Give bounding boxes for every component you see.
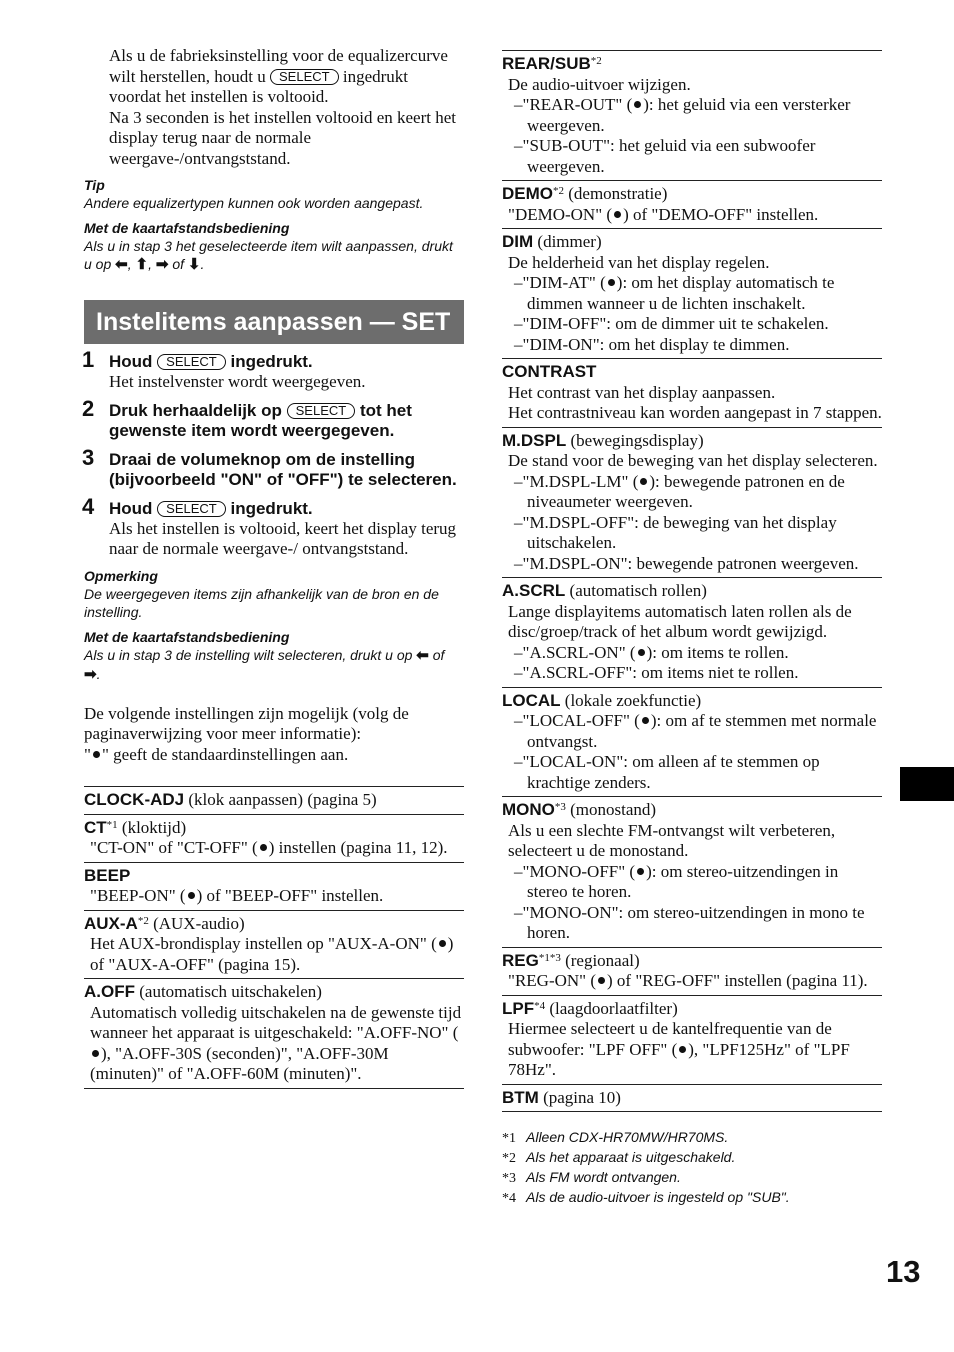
chapter-tab-marker — [900, 767, 954, 801]
arrow-left-icon: ⬅ — [416, 646, 429, 664]
right-column — [502, 50, 882, 1208]
default-dot-icon — [614, 211, 621, 218]
setting-a-off: A.OFF (automatisch uitschakelen) Automatisch volledig uitschakelen na de gewenste tijd wanneer het apparaat is uitgeschakeld: "A.OFF-NO" (), "A.OFF-30S (seconden)", "A.OFF-30M (minuten)" of "A.OFF-60M (minuten)". — [84, 978, 464, 1089]
footnote: *4 Als de audio-uitvoer is ingesteld op "SUB". — [502, 1189, 790, 1206]
footnote: *1 Alleen CDX-HR70MW/HR70MS. — [502, 1129, 729, 1146]
setting-lpf: LPF$^{*4}$ (laagdoorlaatfilter) Hiermee selecteert u de kantelfrequentie van de subwoofer: "LPF OFF" ( ), "LPF125Hz" of "LPF 78Hz". — [502, 995, 882, 1084]
remote-note-1 — [84, 220, 464, 274]
arrow-right-icon: ➡ — [84, 665, 97, 683]
remote-note-2-body: Als u in stap 3 de instelling wilt selecteren, drukt u op ⬅ of ➡. — [84, 646, 445, 683]
footnote: *2 Als het apparaat is uitgeschakeld. — [502, 1149, 736, 1166]
step-body: Het instelvenster wordt weergegeven. — [109, 372, 366, 391]
step-number: 3 — [82, 444, 95, 470]
default-dot-icon — [679, 1046, 686, 1053]
step-number: 1 — [82, 347, 95, 372]
step-body: Als het instellen is voltooid, keert het display terug naar de normale weergave-/ ontvangststand. — [109, 518, 457, 558]
setting-aux-a: AUX-$A^{*2}$ (AUX-audio) Het AUX-brondisplay instellen op "AUX-A-ON" ( ) of "AUX-A-OFF" (pagina 15). — [84, 910, 464, 979]
footnotes — [502, 1128, 882, 1208]
setting-local: LOCAL (lokale zoekfunctie) –"LOCAL-OFF" ( ): om af te stemmen met normale ontvangst. –"LOCAL-ON": om alleen af te stemmen op krachtige zenders. — [502, 687, 882, 797]
settings-intro: De volgende instellingen zijn mogelijk (volg de paginaverwijzing voor meer informatie): " " geeft de standaardinstellingen aan. — [84, 703, 409, 764]
remote-note-1-body: Als u in stap 3 het geselecteerde item wilt aanpassen, drukt u op ⬅, ⬆, ➡ of ⬇. — [84, 238, 453, 273]
setting-btm: BTM (pagina 10) — [502, 1084, 882, 1113]
arrow-left-icon: ⬅ — [115, 256, 128, 273]
opmerking-title: Opmerking — [84, 567, 158, 584]
opmerking-body: De weergegeven items zijn afhankelijk van de bron en de instelling. — [84, 585, 439, 620]
default-dot-icon — [642, 717, 649, 724]
step-1: 1 Houd SELECT ingedrukt. Het instelvenster wordt weergegeven. — [84, 352, 464, 393]
arrow-down-icon: ⬇ — [187, 256, 201, 273]
footnote: *3 Als FM wordt ontvangen. — [502, 1169, 681, 1186]
default-dot-icon — [637, 868, 644, 875]
remote-note-2-title: Met de kaartafstandsbediening — [84, 628, 290, 645]
setting-beep: BEEP "BEEP-ON" ( ) of "BEEP-OFF" instellen. — [84, 862, 464, 910]
section-title: Instelitems aanpassen — SET — [84, 300, 464, 344]
tip-note — [84, 177, 464, 212]
opmerking-note — [84, 568, 464, 621]
tip-title: Tip — [84, 177, 105, 193]
step-4: 4 Houd SELECT ingedrukt. Als het instellen is voltooid, keert het display terug naar de normale weergave-/ ontvangststand. — [84, 499, 464, 560]
left-settings-list — [84, 786, 464, 1089]
select-button-label: SELECT — [270, 69, 339, 85]
tip-body: Andere equalizertypen kunnen ook worden aangepast. — [84, 195, 424, 211]
remote-note-1-title: Met de kaartafstandsbediening — [84, 220, 290, 236]
default-dot-icon — [640, 478, 647, 485]
setting-demo: DEMO$^{*2}$ (demonstratie) "DEMO-ON" ( ) of "DEMO-OFF" instellen. — [502, 180, 882, 228]
setting-dim: DIM (dimmer) De helderheid van het display regelen. –"DIM-AT" ( ): om het display automatisch te dimmen wanneer u de lichten inschakelt. –"DIM-OFF": om de dimmer uit te schakelen. –"DIM-ON": om het display te dimmen. — [502, 228, 882, 358]
select-button-label: SELECT — [157, 501, 226, 517]
intro-paragraph-2: Na 3 seconden is het instellen voltooid en keert het display terug naar de normale weergave-/ontvangststand. — [109, 107, 456, 168]
setting-m-dspl: M.DSPL (bewegingsdisplay) De stand voor de beweging van het display selecteren. –"M.DSPL-LM" ( ): bewegende patronen en de niveaumeter weergeven. –"M.DSPL-OFF": de beweging van het display uitschakelen. –"M.DSPL-ON": bewegende patronen weergeven. — [502, 427, 882, 578]
setting-clock-adj: CLOCK-ADJ (klok aanpassen) (pagina 5) — [84, 786, 464, 814]
setting-reg: $REG^{*1*3}$ (regionaal) "REG-ON" ( ) of "REG-OFF" instellen (pagina 11). — [502, 947, 882, 995]
step-3: 3 Draai de volumeknop om de instelling (bijvoorbeeld "ON" of "OFF") te selecteren. — [82, 444, 457, 489]
step-number: 4 — [82, 493, 95, 519]
intro-paragraph-1: Als u de fabrieksinstelling voor de equalizercurve wilt herstellen, houdt u SELECT ingedrukt voordat het instellen is voltooid. — [109, 46, 448, 106]
setting-a-scrl: A.SCRL (automatisch rollen) Lange displayitems automatisch laten rollen als de disc/groep/track of het album wordt gewijzigd. –"A.SCRL-ON" ( ): om items te rollen. –"A.SCRL-OFF": om items niet te rollen. — [502, 577, 882, 687]
intro-block — [84, 46, 464, 169]
step-2: 2 Druk herhaaldelijk op SELECT tot het gewenste item wordt weergegeven. — [82, 395, 412, 440]
default-dot-icon — [188, 892, 195, 899]
select-button-label: SELECT — [157, 354, 226, 370]
default-dot-icon — [634, 101, 641, 108]
default-dot-icon — [608, 279, 615, 286]
setting-ct: CT$^{*1}$ (kloktijd) "CT-ON" of "CT-OFF" ( ) instellen (pagina 11, 12). — [84, 814, 464, 862]
select-button-label: SELECT — [287, 403, 356, 419]
default-dot-icon — [598, 977, 605, 984]
step-number: 2 — [82, 395, 95, 421]
left-column — [84, 46, 464, 1089]
setting-rear-sub: REAR/SUB$^{*2}$ De audio-uitvoer wijzigen. –"REAR-OUT" ( ): het geluid via een versterker weergeven. –"SUB-OUT": het geluid via een subwoofer weergeven. — [502, 50, 882, 180]
setting-mono: MONO$^{*3}$ (monostand) Als u een slechte FM-ontvangst wilt verbeteren, selecteert u de monostand. –"MONO-OFF" ( ): om stereo-uitzendingen in stereo te horen. –"MONO-ON": om stereo-uitzendingen in mono te horen. — [502, 796, 882, 947]
default-dot-icon — [638, 649, 645, 656]
setting-contrast: CONTRAST Het contrast van het display aanpassen. Het contrastniveau kan worden aangepast in 7 stappen. — [502, 358, 882, 427]
page-number: 13 — [886, 1254, 921, 1289]
arrow-up-icon: ⬆ — [135, 256, 149, 273]
remote-note-2 — [84, 629, 464, 684]
default-dot-icon — [260, 844, 267, 851]
default-dot-icon — [439, 940, 446, 947]
arrow-right-icon: ➡ — [155, 256, 169, 273]
default-dot-icon — [92, 1050, 99, 1057]
default-dot-icon — [93, 751, 100, 758]
